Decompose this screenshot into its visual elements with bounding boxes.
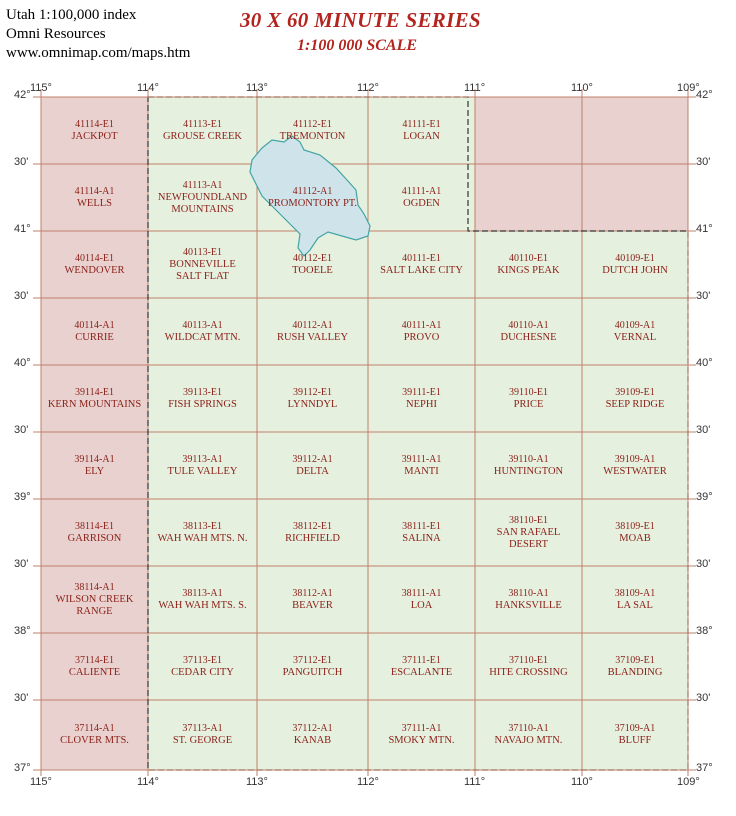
- longitude-label-top: 109°: [677, 82, 700, 94]
- quad-code: 38114-A1: [74, 581, 115, 593]
- quad-code: 41113-A1: [182, 179, 223, 191]
- quad-label[interactable]: [292, 723, 332, 747]
- quad-label[interactable]: [615, 723, 656, 747]
- quad-code: 40109-A1: [614, 319, 656, 331]
- quad-name: NEPHI: [406, 398, 437, 410]
- quad-name: HITE CROSSING: [489, 666, 568, 678]
- quad-label[interactable]: [603, 454, 667, 478]
- quad-name: MANTI: [404, 465, 439, 477]
- quad-label[interactable]: [171, 655, 234, 679]
- quad-name: KINGS PEAK: [497, 264, 560, 276]
- quad-name: WILDCAT MTN.: [164, 331, 241, 343]
- quad-name: BEAVER: [292, 599, 333, 611]
- quad-name: FISH SPRINGS: [168, 398, 237, 410]
- quad-name: PROVO: [403, 331, 440, 343]
- quad-code: 39114-E1: [74, 386, 115, 398]
- longitude-label-bottom: 110°: [571, 776, 593, 788]
- quad-name: DUCHESNE: [500, 331, 557, 343]
- quad-code: 38113-A1: [182, 587, 223, 599]
- quad-label[interactable]: [615, 588, 656, 612]
- latitude-label-right: 30': [696, 692, 711, 704]
- longitude-label-bottom: 114°: [137, 776, 159, 788]
- quad-label[interactable]: [402, 521, 441, 545]
- quad-label[interactable]: [388, 723, 454, 747]
- quad-label[interactable]: [165, 320, 241, 344]
- quad-code: 39114-A1: [74, 453, 115, 465]
- header-publisher: Omni Resources: [6, 26, 106, 42]
- quad-code: 37109-A1: [614, 723, 656, 734]
- latitude-label-right: 30': [696, 290, 711, 302]
- quad-name: CEDAR CITY: [171, 666, 234, 678]
- quad-code: 38112-A1: [292, 587, 333, 599]
- quad-label[interactable]: [509, 387, 548, 411]
- quad-code: 40110-A1: [508, 319, 549, 331]
- quad-code: 39112-E1: [292, 386, 333, 398]
- longitude-label-top: 110°: [571, 82, 593, 94]
- quad-label[interactable]: [74, 454, 114, 478]
- quad-label[interactable]: [402, 387, 441, 411]
- longitude-label-bottom: 112°: [357, 776, 379, 788]
- quad-name: ST. GEORGE: [172, 735, 233, 746]
- quad-name: PRICE: [513, 398, 544, 410]
- quad-name: OGDEN: [403, 197, 440, 209]
- quad-label[interactable]: [292, 253, 333, 277]
- quad-name: CURRIE: [75, 331, 114, 343]
- quad-name: PROMONTORY PT.: [267, 197, 358, 209]
- quad-code: 40113-E1: [182, 246, 223, 258]
- quad-label[interactable]: [285, 521, 340, 545]
- quad-code: 40111-A1: [401, 319, 442, 331]
- quad-label[interactable]: [402, 186, 441, 210]
- latitude-label-right: 30': [696, 424, 711, 436]
- quad-name: MOAB: [619, 532, 651, 544]
- quad-code: 37114-A1: [74, 723, 115, 734]
- quad-label[interactable]: [280, 119, 346, 143]
- quad-label[interactable]: [168, 454, 238, 478]
- longitude-label-bottom: 111°: [464, 776, 486, 788]
- quad-name: KANAB: [293, 735, 332, 746]
- quad-name: HANKSVILLE: [495, 599, 562, 611]
- quad-name: PANGUITCH: [282, 666, 343, 678]
- longitude-label-top: 113°: [246, 82, 268, 94]
- quad-name: SAN RAFAEL: [496, 526, 561, 538]
- quad-label[interactable]: [495, 723, 563, 747]
- header-title: Utah 1:100,000 index: [6, 7, 137, 23]
- quad-label[interactable]: [69, 655, 120, 679]
- quad-code: 38114-E1: [74, 520, 115, 532]
- quad-label[interactable]: [402, 588, 442, 612]
- quad-name: WAH WAH MTS. N.: [157, 532, 248, 544]
- quad-label[interactable]: [288, 387, 338, 411]
- quad-code: 37110-A1: [508, 723, 549, 734]
- quad-code: 38111-A1: [401, 587, 442, 599]
- quad-code: 40113-A1: [182, 319, 223, 331]
- header-url[interactable]: www.omnimap.com/maps.htm: [6, 45, 191, 61]
- latitude-label-left: 42°: [14, 89, 31, 101]
- latitude-label-left: 30': [14, 156, 29, 168]
- longitude-label-bottom: 115°: [30, 776, 52, 788]
- quad-name: SALT LAKE CITY: [380, 264, 463, 276]
- quad-name: CALIENTE: [68, 666, 121, 678]
- quad-name: GROUSE CREEK: [162, 130, 243, 142]
- quad-code: 37110-E1: [508, 654, 549, 666]
- quad-label[interactable]: [56, 582, 134, 618]
- latitude-label-right: 30': [696, 558, 711, 570]
- longitude-label-top: 112°: [357, 82, 379, 94]
- quad-name: TOOELE: [292, 264, 333, 276]
- quad-code: 39113-E1: [182, 386, 223, 398]
- quad-name: CLOVER MTS.: [60, 735, 129, 746]
- quad-label[interactable]: [158, 588, 246, 612]
- scale-subtitle: 1:100 000 SCALE: [297, 37, 418, 54]
- quad-label[interactable]: [614, 320, 657, 344]
- latitude-label-right: 37°: [696, 762, 713, 774]
- quad-name: ESCALANTE: [390, 666, 453, 678]
- quad-code: 39111-E1: [402, 386, 441, 398]
- quad-code: 39112-A1: [292, 453, 333, 465]
- quad-code: 38109-A1: [614, 587, 656, 599]
- quad-cell-0-5: [582, 97, 688, 164]
- quad-code: 38110-A1: [508, 587, 549, 599]
- quad-name: SALINA: [402, 532, 441, 544]
- longitude-label-top: 114°: [137, 82, 159, 94]
- quad-code: 38112-E1: [292, 520, 333, 532]
- quad-label[interactable]: [64, 253, 124, 277]
- longitude-label-top: 115°: [30, 82, 52, 94]
- quad-code: 39110-A1: [508, 453, 549, 465]
- quad-name: LOGAN: [403, 130, 440, 142]
- quad-code: 41114-E1: [75, 118, 114, 130]
- quad-label[interactable]: [402, 454, 442, 478]
- quad-name: WENDOVER: [64, 264, 125, 276]
- quad-label[interactable]: [391, 655, 452, 679]
- quad-name: WESTWATER: [603, 465, 667, 477]
- latitude-label-left: 40°: [14, 357, 31, 369]
- quad-name: SALT FLAT: [176, 270, 229, 282]
- latitude-label-right: 42°: [696, 89, 713, 101]
- quad-name: KERN MOUNTAINS: [47, 398, 142, 410]
- quad-code: 39109-E1: [615, 386, 655, 398]
- latitude-label-left: 30': [14, 424, 29, 436]
- quad-label[interactable]: [497, 253, 559, 277]
- quad-name: MOUNTAINS: [171, 203, 234, 215]
- quad-label[interactable]: [169, 247, 236, 283]
- quad-code: 38110-E1: [508, 514, 549, 526]
- quad-name: TULE VALLEY: [167, 465, 238, 477]
- quad-name: TREMONTON: [279, 130, 346, 142]
- quad-code: 40114-A1: [74, 319, 115, 331]
- quad-label[interactable]: [48, 387, 141, 411]
- quad-label[interactable]: [380, 253, 463, 277]
- quad-label[interactable]: [68, 521, 122, 545]
- quad-name: DESERT: [508, 538, 549, 550]
- quad-label[interactable]: [489, 655, 567, 679]
- quad-label[interactable]: [402, 119, 440, 143]
- longitude-label-bottom: 113°: [246, 776, 268, 788]
- latitude-label-left: 39°: [14, 491, 31, 503]
- quad-name: LOA: [410, 599, 433, 611]
- quad-code: 37109-E1: [615, 654, 655, 666]
- latitude-label-left: 30': [14, 290, 29, 302]
- quad-code: 40112-E1: [292, 252, 333, 264]
- quad-label[interactable]: [292, 588, 333, 612]
- latitude-label-right: 39°: [696, 491, 713, 503]
- quad-label[interactable]: [75, 186, 115, 210]
- quad-code: 37112-E1: [292, 654, 333, 666]
- quad-name: BLANDING: [607, 666, 663, 678]
- latitude-label-right: 41°: [696, 223, 713, 235]
- quad-code: 37114-E1: [74, 654, 115, 666]
- quad-code: 41112-E1: [293, 118, 332, 130]
- quad-code: 41114-A1: [74, 185, 115, 197]
- quad-name: VERNAL: [613, 331, 657, 343]
- latitude-label-right: 38°: [696, 625, 713, 637]
- quad-label[interactable]: [495, 588, 562, 612]
- latitude-label-right: 30': [696, 156, 711, 168]
- quad-label[interactable]: [60, 723, 129, 747]
- quad-code: 38109-E1: [615, 520, 655, 532]
- quad-name: LYNNDYL: [287, 398, 338, 410]
- quad-code: 41111-E1: [402, 118, 441, 130]
- quad-label[interactable]: [500, 320, 556, 344]
- quad-name: BONNEVILLE: [169, 258, 236, 270]
- latitude-label-left: 30': [14, 558, 29, 570]
- latitude-label-left: 38°: [14, 625, 31, 637]
- quad-code: 37113-E1: [182, 654, 223, 666]
- series-title: 30 X 60 MINUTE SERIES: [240, 8, 481, 32]
- quad-label[interactable]: [158, 180, 247, 216]
- quad-name: RUSH VALLEY: [276, 331, 349, 343]
- quad-label[interactable]: [168, 387, 237, 411]
- quad-code: 37113-A1: [182, 723, 223, 734]
- quad-code: 40114-E1: [74, 252, 115, 264]
- latitude-label-left: 30': [14, 692, 29, 704]
- quad-label[interactable]: [277, 320, 348, 344]
- quad-code: 41111-A1: [401, 185, 442, 197]
- quad-name: GARRISON: [67, 532, 122, 544]
- quad-name: DELTA: [296, 465, 329, 477]
- quad-code: 40110-E1: [508, 252, 549, 264]
- quad-name: WAH WAH MTS. S.: [158, 599, 247, 611]
- quad-name: NEWFOUNDLAND: [157, 191, 248, 203]
- quad-code: 40111-E1: [402, 252, 441, 264]
- quad-cell-0-4: [475, 97, 582, 164]
- quad-name: LA SAL: [617, 599, 653, 611]
- quad-name: SEEP RIDGE: [605, 398, 665, 410]
- quad-label[interactable]: [292, 454, 332, 478]
- quad-label[interactable]: [494, 454, 563, 478]
- latitude-label-left: 41°: [14, 223, 31, 235]
- quad-name: NAVAJO MTN.: [494, 735, 563, 746]
- quad-name: BLUFF: [618, 735, 652, 746]
- quad-cell-1-5: [582, 164, 688, 231]
- quad-label[interactable]: [71, 119, 117, 143]
- quad-name: WELLS: [77, 197, 112, 209]
- quad-code: 38111-E1: [402, 520, 441, 532]
- quad-label[interactable]: [268, 186, 357, 210]
- quad-label[interactable]: [283, 655, 343, 679]
- quad-name: HUNTINGTON: [493, 465, 564, 477]
- quad-code: 39109-A1: [614, 453, 656, 465]
- quad-code: 41112-A1: [292, 185, 333, 197]
- quad-label[interactable]: [74, 320, 114, 344]
- quad-name: DUTCH JOHN: [602, 264, 668, 276]
- quad-code: 41113-E1: [183, 118, 222, 130]
- quad-label[interactable]: [602, 253, 668, 277]
- quad-code: 38113-E1: [182, 520, 223, 532]
- quad-name: WILSON CREEK: [55, 593, 134, 605]
- quad-label[interactable]: [615, 521, 654, 545]
- quad-name: ELY: [84, 465, 105, 477]
- quad-code: 39111-A1: [401, 453, 442, 465]
- quad-cell-1-4: [475, 164, 582, 231]
- quad-code: 37111-E1: [402, 654, 441, 666]
- longitude-label-top: 111°: [464, 82, 486, 94]
- quad-label[interactable]: [497, 515, 561, 551]
- quad-label[interactable]: [158, 521, 248, 545]
- quad-label[interactable]: [606, 387, 665, 411]
- quad-label[interactable]: [402, 320, 442, 344]
- quad-label[interactable]: [163, 119, 242, 143]
- latitude-label-left: 37°: [14, 762, 31, 774]
- quad-label[interactable]: [173, 723, 232, 747]
- quad-name: SMOKY MTN.: [388, 735, 455, 746]
- quad-code: 39110-E1: [508, 386, 549, 398]
- quad-code: 40109-E1: [615, 252, 655, 264]
- quad-name: RANGE: [76, 605, 113, 617]
- latitude-label-right: 40°: [696, 357, 713, 369]
- quad-code: 40112-A1: [292, 319, 333, 331]
- quad-code: 39113-A1: [182, 453, 223, 465]
- quad-label[interactable]: [608, 655, 663, 679]
- quad-code: 37111-A1: [401, 723, 442, 734]
- quad-name: JACKPOT: [71, 130, 118, 142]
- quad-code: 37112-A1: [292, 723, 333, 734]
- quad-name: RICHFIELD: [285, 532, 340, 544]
- longitude-label-bottom: 109°: [677, 776, 700, 788]
